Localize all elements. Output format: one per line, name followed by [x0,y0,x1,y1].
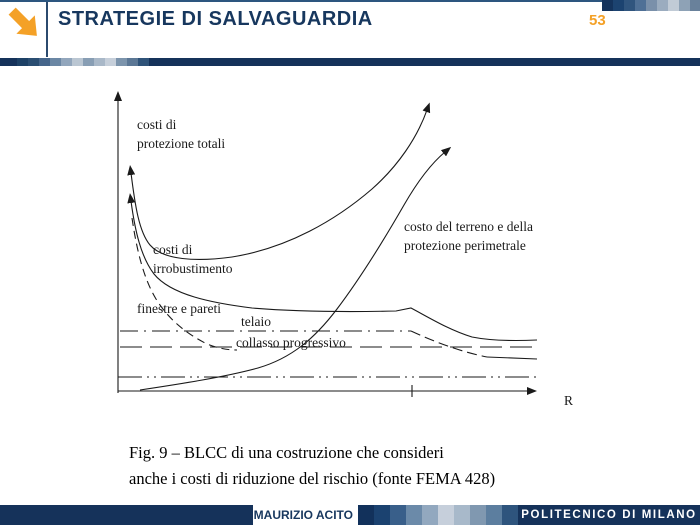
chart-label-collasso-progressivo: collasso progressivo [236,335,346,350]
curve-costi-protezione-totali [131,110,427,259]
line-telaio-tail [487,357,537,359]
footer-institution: POLITECNICO DI MILANO [518,505,700,525]
curve-costo-terreno [140,152,445,390]
footer-bar [0,505,700,525]
footer-left-bar [0,505,253,525]
line-telaio-descent [411,331,487,357]
chart-label-costo-terreno: costo del terreno e della protezione perimetrale [404,219,533,253]
caption-line-1: Fig. 9 – BLCC di una costruzione che consideri [129,443,444,462]
chart-label-x-axis-label-R: R [564,393,574,408]
pixel-square [470,505,486,525]
pixel-square [502,505,518,525]
pixel-square [406,505,422,525]
chart-label-costi-protezione-totali: costi di protezione totali [137,117,226,151]
pixel-square [390,505,406,525]
pixel-square [374,505,390,525]
pixel-square [454,505,470,525]
pixel-square [358,505,374,525]
figure-caption [129,440,495,492]
footer-author: MAURIZIO ACITO [253,505,358,525]
chart-label-telaio: telaio [241,314,271,329]
curve-costi-irrobustimento [131,201,537,341]
pixel-square [422,505,438,525]
footer-pixel-band [358,505,518,525]
pixel-square [486,505,502,525]
chart-label-costi-irrobustimento: costi di irrobustimento [153,242,233,276]
slide-title: STRATEGIE DI SALVAGUARDIA [58,8,373,30]
caption-line-2: anche i costi di riduzione del rischio (fonte FEMA 428) [129,469,496,488]
curve-dashed-decay [132,218,237,350]
pixel-square [438,505,454,525]
page-number: 53 [589,12,606,29]
chart-label-finestre-e-pareti: finestre e pareti [137,301,221,316]
